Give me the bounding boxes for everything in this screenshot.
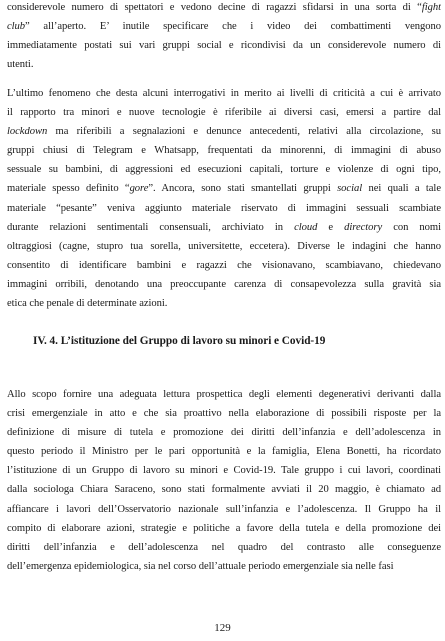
- text-line: [7, 160, 441, 179]
- text-run: affiancare i lavori dell’Osservatorio nazionale sull’infanzia e l’adolescenza. Il Gruppo ha il: [7, 503, 441, 515]
- text-line: [7, 218, 441, 237]
- text-run: immediatamente postati sui vari gruppi social e ricondivisi da un considerevole numero di: [7, 40, 441, 52]
- italic-term: fight: [421, 2, 441, 13]
- text-run: materiale spesso definito “: [7, 183, 130, 195]
- paragraph-working-group: [7, 385, 441, 576]
- text-line: [7, 103, 441, 122]
- text-line: [7, 141, 441, 160]
- text-line: [7, 237, 441, 256]
- text-run: e: [317, 221, 345, 233]
- text-line: [7, 199, 441, 218]
- text-run: consentito di identificare bambini e ragazzi che visionavano, scambiavano, chiedevano: [7, 259, 441, 271]
- text-line: [7, 17, 441, 36]
- text-line: [7, 500, 441, 519]
- italic-term: cloud: [294, 221, 318, 233]
- italic-term: lockdown: [7, 126, 48, 138]
- text-line: [7, 557, 441, 576]
- text-run: gruppi chiusi di Telegram e Whatsapp, frequentati da minorenni, di immagini di abuso: [7, 145, 441, 157]
- text-line: [7, 179, 441, 198]
- text-line: [7, 84, 441, 103]
- text-run: etica che penale di determinate azioni.: [7, 298, 168, 310]
- text-line: [7, 36, 441, 55]
- text-line: [7, 404, 441, 423]
- text-run: Allo scopo fornire una adeguata lettura prospettica degli elementi degenerativi derivanti dalla: [7, 389, 441, 400]
- italic-term: social: [337, 183, 363, 195]
- text-run: diritti dell’infanzia e dell’adolescenza nel quadro del contrasto alle conseguenze: [7, 541, 441, 553]
- text-run: dell’emergenza epidemiologica, sia nel corso dell’attuale periodo emergenziale sia nelle fasi: [7, 560, 394, 572]
- text-run: il rapporto tra minori e nuove tecnologie è riferibile ai diversi casi, emersi a partire dal: [7, 107, 441, 119]
- text-run: L’ultimo fenomeno che desta alcuni interrogativi in merito ai livelli di criticità a cui è arrivato: [7, 88, 441, 99]
- page-number: 129: [214, 622, 231, 634]
- text-line: [7, 538, 441, 557]
- text-line: [7, 461, 441, 480]
- text-run: considerevole numero di spettatori e vedono decine di ragazzi sfidarsi in una sorta di “: [7, 2, 422, 13]
- text-line: [7, 442, 441, 461]
- paragraph-telegram-groups: [7, 84, 441, 313]
- text-run: compito di elaborare azioni, strategie e politiche a favore della tutela e della promozione dei: [7, 522, 441, 534]
- text-run: sessuale su bambini, di aggressioni ed esecuzioni capitali, torture e violenze di ogni tipo,: [7, 164, 441, 176]
- text-run: immagini orribili, denotando una preoccupante carenza di consapevolezza sulla gravità sia: [7, 278, 441, 290]
- text-line: [7, 275, 441, 294]
- text-line: [7, 294, 441, 313]
- section-heading: IV. 4. L’istituzione del Gruppo di lavoro su minori e Covid-19: [33, 335, 326, 347]
- text-run: ” all’aperto. E’ inutile specificare che i video dei combattimenti vengono: [25, 21, 441, 33]
- text-run: durante relazioni sentimentali consensuali, archiviato in: [7, 221, 295, 233]
- italic-term: directory: [344, 221, 383, 233]
- text-run: ”. Ancora, sono stati smantellati gruppi: [148, 183, 338, 195]
- text-line: [7, 256, 441, 275]
- text-line: [7, 122, 441, 141]
- italic-term: gore: [129, 183, 149, 195]
- text-line: [7, 480, 441, 499]
- text-run: questo periodo il Ministro per le pari opportunità e la famiglia, Elena Bonetti, ha ricordato: [7, 446, 441, 458]
- text-run: con nomi: [382, 221, 441, 233]
- text-run: oltraggiosi (cagne, stupro tua sorella, universitette, eccetera). Diverse le indagini che hanno: [7, 240, 441, 252]
- text-run: materiale “pesante” veniva aggiunto materiale riservato di immagini sessuali scambiate: [7, 202, 441, 214]
- text-line: [7, 385, 441, 404]
- italic-term: club: [7, 21, 26, 33]
- text-run: crisi emergenziale in atto e che sia proattivo nella elaborazione di possibili risposte per la: [7, 408, 441, 420]
- text-line: [7, 55, 441, 74]
- paragraph-fight-club: [7, 0, 441, 74]
- text-run: nei quali a tale: [362, 183, 441, 195]
- text-run: ma riferibili a segnalazioni e denunce antecedenti, relativi alla circolazione, su: [47, 126, 441, 138]
- text-run: dalla sociologa Chiara Saraceno, sono stati formalmente avviati il 20 maggio, è chiamato ad: [7, 484, 441, 496]
- text-run: utenti.: [7, 59, 34, 71]
- text-line: [7, 0, 441, 17]
- text-run: l’istituzione di un Gruppo di lavoro su minori e Covid-19. Tale gruppo i cui lavori, coordinati: [7, 465, 441, 477]
- text-run: definizione di misure di tutela e promozione dei diritti dell’infanzia e dell’adolescenza in: [7, 427, 441, 439]
- text-line: [7, 423, 441, 442]
- text-line: [7, 519, 441, 538]
